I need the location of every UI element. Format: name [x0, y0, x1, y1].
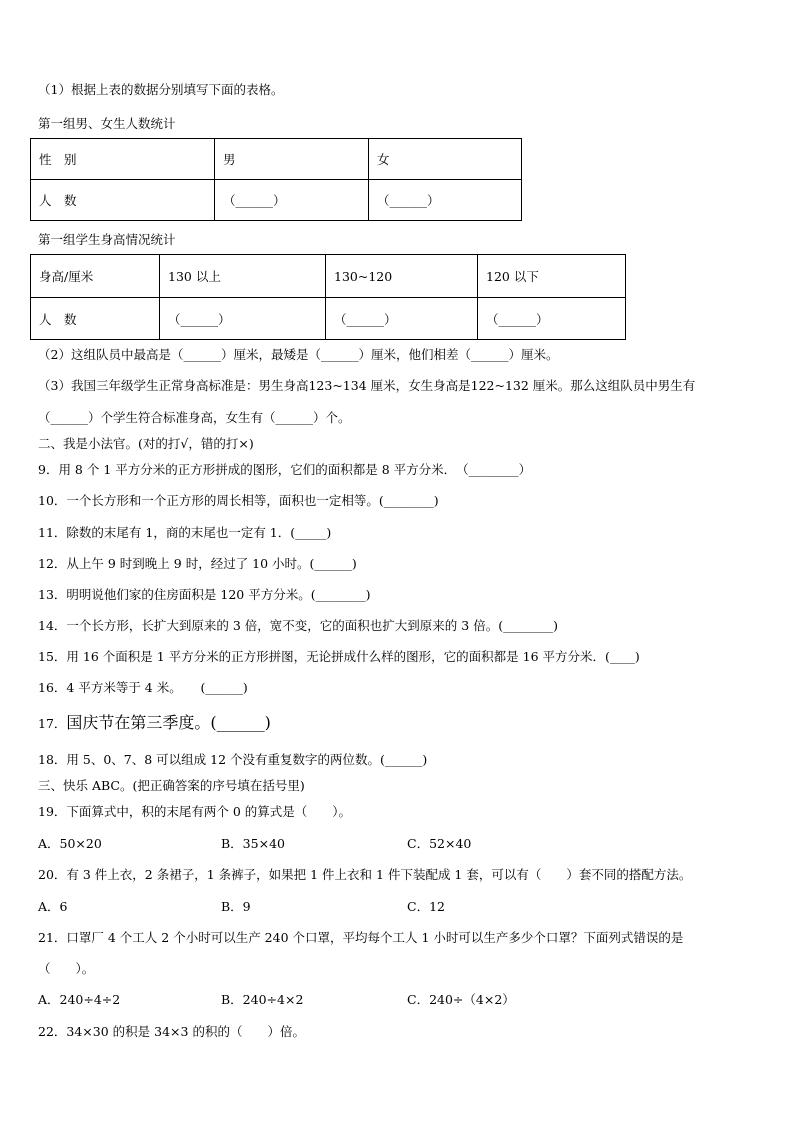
question-17 — [38, 715, 271, 732]
table1-data-row — [31, 180, 522, 221]
option-c[interactable]: C．12 — [407, 899, 445, 914]
option-a[interactable]: A．240÷4÷2 — [38, 992, 121, 1007]
true-false-item: 15．用 16 个面积是 1 平方分米的正方形拼图，无论拼成什么样的图形，它的面积都是 16 平方分米．(____) — [38, 649, 640, 664]
question-21-line2: （ ）。 — [38, 961, 95, 976]
section-3-heading: 三、快乐 ABC。(把正确答案的序号填在括号里) — [38, 778, 305, 793]
true-false-item: 13．明明说他们家的住房面积是 120 平方分米。(________) — [38, 587, 371, 602]
option-b[interactable]: B．35×40 — [221, 836, 285, 851]
intro-text: （1）根据上表的数据分别填写下面的表格。 — [38, 82, 284, 97]
table1-header-cell: 男 — [215, 139, 369, 180]
table2-data-row — [31, 298, 626, 340]
true-false-item: 9．用 8 个 1 平方分米的正方形拼成的图形，它们的面积都是 8 平方分米． （________） — [38, 462, 532, 477]
question-17-text: 国庆节在第三季度。(______) — [66, 713, 271, 732]
table1-blank-cell[interactable]: （______） — [215, 180, 369, 221]
table1-header-cell: 女 — [369, 139, 522, 180]
true-false-item: 14．一个长方形，长扩大到原来的 3 倍，宽不变，它的面积也扩大到原来的 3 倍。(________) — [38, 618, 558, 633]
option-b[interactable]: B．240÷4×2 — [221, 992, 304, 1007]
table2-header-cell: 120 以下 — [478, 255, 626, 298]
section-2-heading: 二、我是小法官。(对的打√，错的打×) — [38, 436, 254, 451]
true-false-item: 11．除数的末尾有 1，商的末尾也一定有 1．(_____) — [38, 525, 332, 540]
question-3-line2: （______）个学生符合标准身高，女生有（______）个。 — [38, 410, 351, 425]
table1-header-row — [31, 139, 522, 180]
question-17-number: 17． — [38, 716, 67, 731]
option-c[interactable]: C．240÷（4×2） — [407, 992, 515, 1007]
table2-row-label: 人 数 — [31, 298, 160, 340]
question-2: （2）这组队员中最高是（______）厘米，最矮是（______）厘米，他们相差（______）厘米。 — [38, 347, 559, 362]
option-a[interactable]: A．6 — [38, 899, 68, 914]
table2-blank-cell[interactable]: （______） — [478, 298, 626, 340]
table1-row-label: 人 数 — [31, 180, 215, 221]
table1-title: 第一组男、女生人数统计 — [38, 116, 176, 131]
true-false-item: 16．4 平方米等于 4 米。 (______) — [38, 680, 248, 695]
table2-header-row — [31, 255, 626, 298]
table2-blank-cell[interactable]: （______） — [326, 298, 478, 340]
table1-header-cell: 性 别 — [31, 139, 215, 180]
option-a[interactable]: A．50×20 — [38, 836, 102, 851]
height-stat-table — [30, 254, 626, 340]
question-20: 20．有 3 件上衣，2 条裙子，1 条裤子，如果把 1 件上衣和 1 件下装配成 1 套，可以有（ ）套不同的搭配方法。 — [38, 867, 692, 882]
option-b[interactable]: B．9 — [221, 899, 251, 914]
gender-count-table — [30, 138, 522, 221]
question-18: 18．用 5、0、7、8 可以组成 12 个没有重复数字的两位数。(______) — [38, 752, 428, 767]
question-3-line1: （3）我国三年级学生正常身高标准是：男生身高123~134 厘米，女生身高是122~132 厘米。那么这组队员中男生有 — [38, 378, 696, 393]
true-false-item: 10．一个长方形和一个正方形的周长相等，面积也一定相等。(________) — [38, 493, 439, 508]
question-19: 19．下面算式中，积的末尾有两个 0 的算式是（ ）。 — [38, 804, 352, 819]
table2-title: 第一组学生身高情况统计 — [38, 232, 176, 247]
table2-blank-cell[interactable]: （______） — [160, 298, 326, 340]
table1-blank-cell[interactable]: （______） — [369, 180, 522, 221]
table2-header-cell: 身高/厘米 — [31, 255, 160, 298]
question-22: 22．34×30 的积是 34×3 的积的（ ）倍。 — [38, 1024, 305, 1039]
true-false-item: 12．从上午 9 时到晚上 9 时，经过了 10 小时。(______) — [38, 556, 357, 571]
table2-header-cell: 130~120 — [326, 255, 478, 298]
table2-header-cell: 130 以上 — [160, 255, 326, 298]
option-c[interactable]: C．52×40 — [407, 836, 472, 851]
question-21-line1: 21．口罩厂 4 个工人 2 个小时可以生产 240 个口罩，平均每个工人 1 小时可以生产多少个口罩？下面列式错误的是 — [38, 930, 684, 945]
